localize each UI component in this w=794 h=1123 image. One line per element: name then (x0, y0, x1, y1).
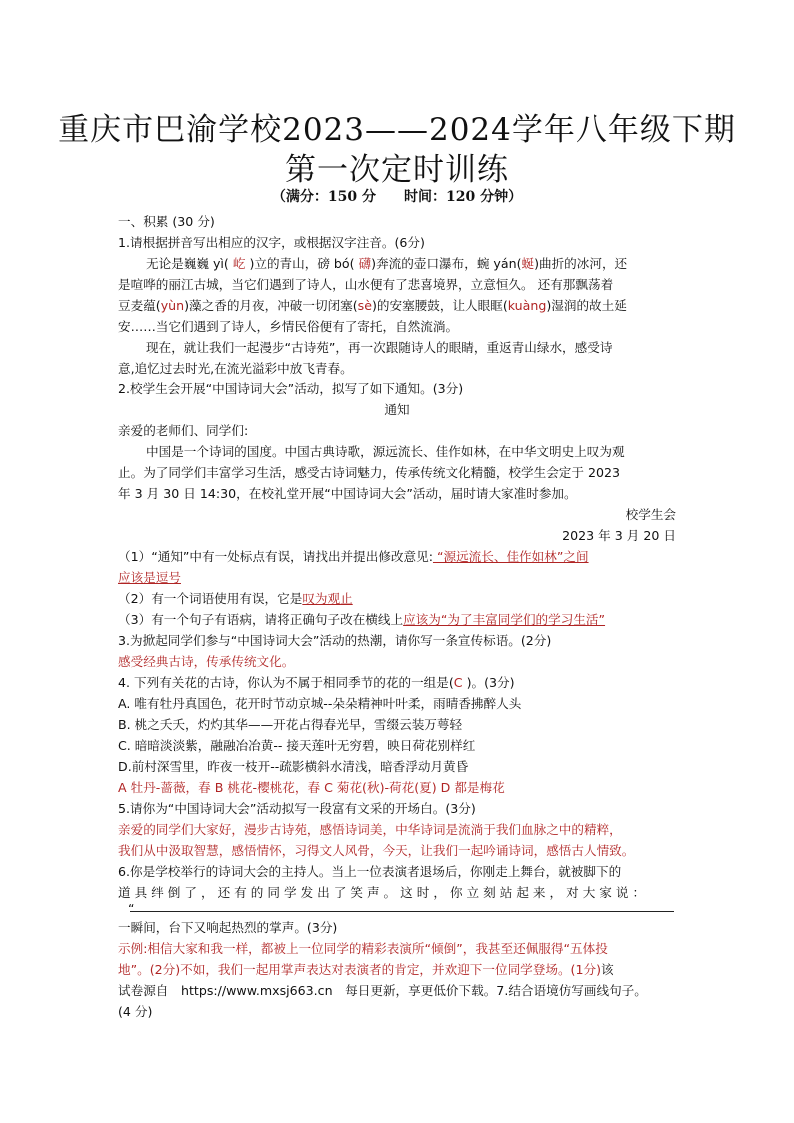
notice-body: 年 3 月 30 日 14:30，在校礼堂开展“中国诗词大会”活动，届时请大家准时参加。 (118, 486, 577, 501)
q1-text: 豆麦蕴( (118, 298, 161, 313)
q1-answer: sè (357, 298, 372, 313)
q1-line: 是喧哗的丽江古城，当它们遇到了诗人，山水便有了悲喜境界，立意恒久。 还有那飘荡着 (118, 277, 614, 292)
q2-sub2-answer: 叹为观止 (302, 591, 353, 606)
q2-sub3-answer: 应该为“为了丰富同学们的学习生活” (403, 612, 606, 627)
q6-stem: 道 具 绊 倒 了 ， 还 有 的 同 学 发 出 了 笑 声 。 这 时 ， 你 立 刻 站 起 来 ， 对 大 家 说 ： (118, 885, 646, 900)
q2-sub1-question: （1）“通知”中有一处标点有误，请找出并提出修改意见: (118, 549, 433, 564)
q6-text: 该 (600, 962, 614, 977)
q6-stem: 6.你是学校举行的诗词大会的主持人。当上一位表演者退场后，你刚走上舞台，就被脚下的 (118, 864, 622, 879)
answer-line (130, 911, 674, 912)
q2-sub2-question: （2）有一个词语使用有误，它是 (118, 591, 303, 606)
q2-sub3-question: （3）有一个句子有语病，请将正确句子改在横线上 (118, 612, 404, 627)
q4-option-d: D.前村深雪里，昨夜一枝开--疏影横斜水清浅，暗香浮动月黄昏 (118, 759, 469, 774)
q2-sub1 (118, 547, 676, 566)
q6-answer-line (118, 960, 676, 979)
q1-text: )奔流的壶口瀑布，蜿 yán( (371, 256, 522, 271)
q1-answer: kuàng (507, 298, 547, 313)
q5-stem: 5.请你为“中国诗词大会”活动拟写一段富有文采的开场白。(3分) (118, 801, 476, 816)
q1-line: 现在，就让我们一起漫步“古诗苑”，再一次跟随诗人的眼睛，重返青山绿水，感受诗 (146, 340, 613, 355)
section-heading: 一、积累 (30 分) (118, 214, 215, 229)
q2-sub1-cont (118, 568, 676, 587)
notice-signer: 校学生会 (625, 507, 676, 522)
q2-sub3 (118, 610, 676, 629)
q1-text: )藻之香的月夜，冲破一切闭塞( (184, 298, 358, 313)
q1-line (118, 296, 676, 315)
q4-stem-text: )。(3分) (462, 675, 515, 690)
q1-line: 安……当它们遇到了诗人，乡情民俗便有了寄托，自然流淌。 (118, 319, 459, 334)
notice-title: 通知 (384, 402, 410, 417)
q4-option-b: B. 桃之夭夭，灼灼其华——开花占得春光早，雪缀云装万萼轻 (118, 717, 463, 732)
q5-answer: 亲爱的同学们大家好，漫步古诗苑，感悟诗词美，中华诗词是流淌于我们血脉之中的精粹， (118, 822, 622, 837)
q4-answer: C (453, 675, 463, 690)
q1-answer: 屹 (228, 256, 250, 271)
q1-line: 意,追忆过去时光,在流光溢彩中放飞青春。 (118, 361, 353, 376)
source-line: 试卷源自 https://www.mxsj663.cn 每日更新，享更低价下载。7.结合语境仿写画线句子。 (118, 983, 647, 998)
q1-answer: 礴 (354, 256, 372, 271)
q1-stem: 1.请根据拼音写出相应的汉字，或根据汉字注音。(6分) (118, 235, 425, 250)
q6-answer: 示例:相信大家和我一样，都被上一位同学的精彩表演所“倾倒”，我甚至还佩服得“五体投 (118, 941, 608, 956)
q1-text: )立的青山，磅 bó( (249, 256, 355, 271)
q3-stem: 3.为掀起同学们参与“中国诗词大会”活动的热潮，请你写一条宣传标语。(2分) (118, 633, 552, 648)
exam-title-line2: 第一次定时训练 (285, 152, 509, 188)
q1-line (146, 254, 676, 273)
exam-title-line1: 重庆市巴渝学校2023——2024学年八年级下期 (58, 112, 736, 148)
q4-stem-text: 4. 下列有关花的古诗，你认为不属于相同季节的花的一组是( (118, 675, 454, 690)
q1-text: 无论是巍巍 yì( (146, 256, 229, 271)
q1-text: )曲折的冰河，还 (534, 256, 628, 271)
q3-answer: 感受经典古诗，传承传统文化。 (118, 654, 295, 669)
notice-date: 2023 年 3 月 20 日 (562, 528, 676, 543)
q1-answer: 蜒 (521, 256, 535, 271)
q4-explanation: A 牡丹-蔷薇，春 B 桃花-樱桃花，春 C 菊花(秋)-荷花(夏) D 都是梅花 (118, 780, 505, 795)
q4-stem (118, 673, 676, 692)
q4-option-c: C. 暗暗淡淡紫，融融冶冶黄-- 接天莲叶无穷碧，映日荷花别样红 (118, 738, 476, 753)
q2-sub1-answer: “源远流长、佳作如林”之间 (432, 549, 589, 564)
notice-body: 止。为了同学们丰富学习生活，感受古诗词魅力，传承传统文化精髓，校学生会定于 2023 (118, 465, 621, 480)
q2-sub1-answer: 应该是逗号 (118, 570, 181, 585)
notice-greeting: 亲爱的老师们、同学们: (118, 423, 249, 438)
q1-text: )的安塞腰鼓，让人眼眶( (371, 298, 508, 313)
notice-body: 中国是一个诗词的国度。中国古典诗歌，源远流长、佳作如林，在中华文明史上叹为观 (146, 444, 625, 459)
q2-stem: 2.校学生会开展“中国诗词大会”活动，拟写了如下通知。(3分) (118, 381, 464, 396)
q1-text: )湿润的故土延 (546, 298, 627, 313)
q7-score: (4 分) (118, 1004, 153, 1019)
q5-answer: 我们从中汲取智慧，感悟情怀，习得文人风骨，今天，让我们一起吟诵诗词，感悟古人情致。 (118, 843, 635, 858)
q6-stem: 一瞬间，台下又响起热烈的掌声。(3分) (118, 920, 338, 935)
q4-option-a: A. 唯有牡丹真国色，花开时节动京城--朵朵精神叶叶柔，雨晴香拂醉人头 (118, 696, 522, 711)
q2-sub2 (118, 589, 676, 608)
q6-answer: 地”。(2分)不如，我们一起用掌声表达对表演者的肯定，并欢迎下一位同学登场。(1分) (118, 962, 601, 977)
exam-meta: （满分：150 分 时间：120 分钟） (271, 189, 523, 205)
q1-answer: yùn (160, 298, 185, 313)
q6-quote-mark: “ (128, 901, 135, 916)
